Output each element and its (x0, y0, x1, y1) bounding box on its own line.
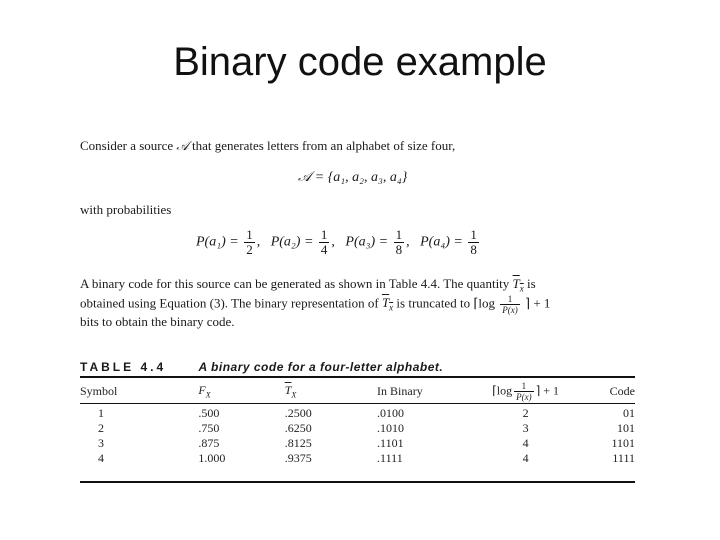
paragraph-text: is (527, 276, 536, 291)
prob-label-3: P(a₃) = (345, 234, 389, 250)
cell-fx: .750 (198, 421, 220, 435)
intro-text-a: Consider a source (80, 138, 174, 153)
cell-binary: .1010 (377, 421, 405, 435)
cell-tx: .2500 (284, 406, 312, 420)
slide-title: Binary code example (173, 40, 547, 84)
cell-length: 4 (522, 436, 529, 450)
table-row (80, 436, 635, 451)
header-binary: In Binary (377, 383, 423, 398)
prob-fraction-2: $\frac{1}{4}$ (320, 227, 328, 257)
prob-label-1: P(a₁) = (196, 234, 239, 250)
cell-fx: .500 (198, 406, 220, 420)
header-log-fraction: $\frac{1}{P(x)}$ (516, 380, 532, 402)
table-top-rule (80, 376, 635, 378)
header-length: ⌈log $\frac{1}{P(x)}$ ⌉ + 1 (492, 380, 560, 402)
paragraph-line-3: bits to obtain the binary code. (80, 314, 235, 329)
cell-code: 1111 (612, 451, 635, 465)
cell-binary: .1101 (377, 436, 404, 450)
cell-binary: .0100 (377, 406, 405, 420)
header-fx: $F_X$ (198, 382, 211, 400)
cell-binary: .1111 (377, 451, 403, 465)
cell-length: 2 (522, 406, 529, 420)
table-row (80, 402, 635, 421)
paragraph-text: is truncated to ⌈log (396, 295, 496, 311)
cell-length: 3 (522, 421, 529, 435)
header-symbol: Symbol (80, 383, 118, 398)
tx-symbol: $T_x$ (381, 295, 394, 314)
cell-tx: .6250 (284, 421, 312, 435)
table-row (80, 421, 635, 436)
cell-length: 4 (522, 451, 529, 465)
cell-fx: 1.000 (198, 451, 226, 465)
cell-fx: .875 (198, 436, 220, 450)
probability-equations: P(a₁) = $\frac{1}{2}$ , P(a₂) = $\frac{1}{4}$ , P(a₃) = $\frac{1}{8}$ , P(a₄) = $\frac{1}{8}$ (196, 227, 477, 257)
cell-tx: .9375 (284, 451, 312, 465)
paragraph-text: ⌉ + 1 (525, 295, 551, 311)
cell-symbol: 2 (98, 421, 104, 435)
cell-symbol: 1 (98, 406, 104, 420)
paragraph-line-2 (80, 294, 550, 315)
intro-text-b: that generates letters from an alphabet of size four, (191, 138, 456, 153)
alphabet-equation: 𝒜 = {a₁, a₂, a₃, a₄} (298, 170, 408, 185)
table-header-row (80, 380, 635, 402)
cell-tx: .8125 (284, 436, 312, 450)
prob-fraction-3: $\frac{1}{8}$ (395, 227, 403, 257)
log-fraction: $\frac{1}{P(x)}$ (502, 294, 518, 315)
header-code: Code (609, 383, 635, 398)
paragraph-text: A binary code for this source can be generated as shown in Table 4.4. The quantity (80, 276, 510, 291)
table-caption (80, 360, 443, 374)
binary-code-table (80, 380, 635, 466)
table-label: TABLE 4.4 (80, 360, 167, 374)
table-row (80, 451, 635, 466)
with-probabilities-text: with probabilities (80, 202, 172, 217)
table-bottom-rule (80, 481, 635, 483)
paragraph-text: obtained using Equation (3). The binary representation of (80, 295, 379, 311)
cell-code: 101 (617, 421, 635, 435)
cell-code: 01 (623, 406, 635, 420)
prob-fraction-1: $\frac{1}{2}$ (246, 227, 253, 257)
prob-label-4: P(a₄) = (420, 234, 463, 250)
cell-symbol: 4 (98, 451, 104, 465)
prob-label-2: P(a₂) = (270, 234, 314, 250)
table-title: A binary code for a four-letter alphabet. (198, 360, 444, 374)
alphabet-symbol: 𝒜 (176, 138, 189, 153)
tx-symbol: $T_x$ (512, 276, 524, 294)
cell-code: 1101 (611, 436, 635, 450)
cell-symbol: 3 (98, 436, 104, 450)
paragraph-line-1 (80, 276, 536, 294)
header-tx: $\overline{T}_X$ (284, 382, 297, 400)
intro-line (80, 138, 455, 154)
prob-fraction-4: $\frac{1}{8}$ (470, 227, 477, 257)
